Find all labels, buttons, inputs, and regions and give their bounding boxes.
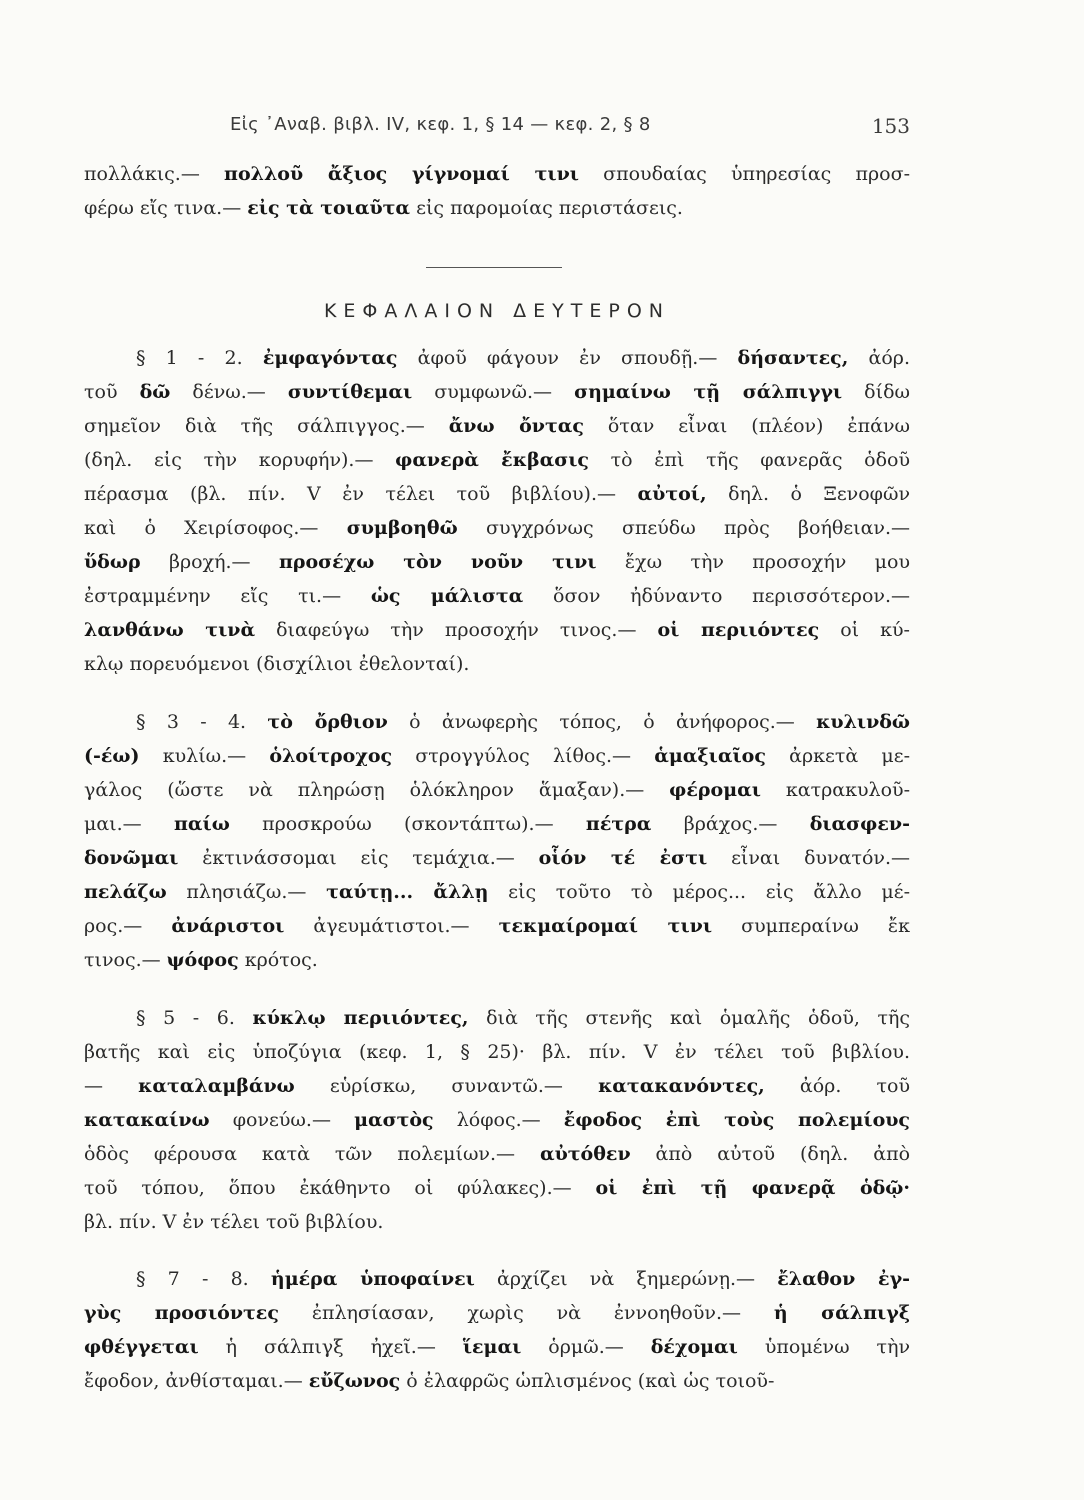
- lemma: ἁμαξιαῖος: [654, 745, 766, 767]
- gloss-text: κλῳ πορευόμενοι (δισχίλιοι ἐθελονταί).: [84, 653, 470, 675]
- gloss-text: φέρω εἴς τινα.—: [84, 197, 248, 219]
- gloss-text: —: [84, 1075, 139, 1097]
- lemma: κύκλῳ περιιόντες,: [252, 1007, 469, 1029]
- text-line: [84, 841, 910, 875]
- lemma: (-έω): [84, 745, 140, 767]
- gloss-text: ἔχω τὴν προσοχήν μου: [596, 551, 910, 573]
- running-head: [84, 114, 910, 144]
- gloss-text: κατρακυλοῦ-: [760, 779, 910, 801]
- lemma: δήσαντες,: [737, 347, 849, 369]
- text-line: [84, 1364, 910, 1398]
- gloss-text: ρος.—: [84, 915, 172, 937]
- text-line: [84, 1137, 910, 1171]
- gloss-text: (δηλ. εἰς τὴν κορυφήν).—: [84, 449, 396, 471]
- text-line: [84, 1205, 910, 1239]
- gloss-text: ὁρμῶ.—: [521, 1336, 651, 1358]
- gloss-text: γάλος (ὥστε νὰ πληρώσῃ ὁλόκληρον ἅμαξαν).—: [84, 779, 670, 801]
- lemma: κατακαίνω: [84, 1109, 210, 1131]
- gloss-text: εἶναι δυνατόν.—: [707, 847, 910, 869]
- section-1-2: [84, 341, 910, 681]
- gloss-text: καὶ ὁ Χειρίσοφος.—: [84, 517, 347, 539]
- running-head-text: Εἰς ᾿Αναβ. βιβλ. IV, κεφ. 1, § 14 — κεφ. 2, § 8: [230, 114, 651, 135]
- lemma: ὡς μάλιστα: [370, 585, 524, 607]
- gloss-text: ἀρχίζει νὰ ξημερώνῃ.—: [474, 1268, 778, 1290]
- gloss-text: ἀόρ. τοῦ: [764, 1075, 910, 1097]
- text-line: [84, 1103, 910, 1137]
- lemma: τεκμαίρομαί τινι: [498, 915, 713, 937]
- text-line: [84, 443, 910, 477]
- gloss-text: βροχή.—: [140, 551, 279, 573]
- lemma: οἷόν τέ ἐστι: [538, 847, 708, 869]
- gloss-text: ὅταν εἶναι (πλέον) ἐπάνω: [583, 415, 910, 437]
- gloss-text: τὸ ἐπὶ τῆς φανερᾶς ὁδοῦ: [588, 449, 910, 471]
- gloss-text: ἀφοῦ φάγουν ἐν σπουδῇ.—: [397, 347, 738, 369]
- text-line: [84, 511, 910, 545]
- text-line: [84, 1069, 910, 1103]
- text-line: [84, 807, 910, 841]
- lemma: ἄνω ὄντας: [448, 415, 584, 437]
- gloss-text: δίδω: [842, 381, 910, 403]
- text-line: [84, 1296, 910, 1330]
- lemma: αὐτοί,: [637, 483, 707, 505]
- lemma: κυλινδῶ: [816, 711, 910, 733]
- text-line: [84, 1330, 910, 1364]
- gloss-text: συμφωνῶ.—: [412, 381, 575, 403]
- lemma: κατακανόντες,: [598, 1075, 765, 1097]
- lemma: λανθάνω τινὰ: [84, 619, 256, 641]
- lemma: ὁλοίτροχος: [269, 745, 393, 767]
- gloss-text: τοῦ: [84, 381, 140, 403]
- lemma: γὺς προσιόντες: [84, 1302, 279, 1324]
- lemma: οἱ περιιόντες: [657, 619, 820, 641]
- text-line: [84, 705, 910, 739]
- lemma: ἔλαθον ἐγ-: [777, 1268, 910, 1290]
- gloss-text: κυλίω.—: [139, 745, 270, 767]
- gloss-text: διαφεύγω τὴν προσοχήν τινος.—: [255, 619, 658, 641]
- chapter-title: ΚΕΦΑΛΑΙΟΝ ΔΕΥΤΕΡΟΝ: [323, 300, 671, 322]
- lemma: σημαίνω τῇ σάλπιγγι: [574, 381, 843, 403]
- text-line: [84, 579, 910, 613]
- gloss-text: προσκρούω (σκοντάπτω).—: [229, 813, 586, 835]
- lemma: φθέγγεται: [84, 1336, 199, 1358]
- gloss-text: δένω.—: [170, 381, 288, 403]
- gloss-text: ἐστραμμένην εἴς τι.—: [84, 585, 371, 607]
- gloss-text: βλ. πίν. V ἐν τέλει τοῦ βιβλίου.: [84, 1211, 384, 1233]
- gloss-text: τοῦ τόπου, ὅπου ἐκάθηντο οἱ φύλακες).—: [84, 1177, 596, 1199]
- lemma: ἡ σάλπιγξ: [773, 1302, 910, 1324]
- gloss-text: συγχρόνως σπεύδω πρὸς βοήθειαν.—: [457, 517, 910, 539]
- lemma: οἱ ἐπὶ τῇ φανερᾷ ὁδῷ·: [595, 1177, 910, 1199]
- gloss-text: ἀπὸ αὐτοῦ (δηλ. ἀπὸ: [630, 1143, 910, 1165]
- gloss-text: ὁδὸς φέρουσα κατὰ τῶν πολεμίων.—: [84, 1143, 540, 1165]
- lemma: δῶ: [139, 381, 171, 403]
- gloss-text: § 1 - 2.: [136, 347, 263, 369]
- gloss-text: διὰ τῆς στενῆς καὶ ὁμαλῆς ὁδοῦ, τῆς: [468, 1007, 910, 1029]
- continued-paragraph: [84, 157, 910, 225]
- text-line: [84, 875, 910, 909]
- lemma: ἀνάριστοι: [171, 915, 285, 937]
- text-line: [84, 909, 910, 943]
- page-number: 153: [871, 114, 910, 138]
- section-7-8: [84, 1262, 910, 1398]
- gloss-text: μαι.—: [84, 813, 174, 835]
- gloss-text: ἐκτινάσσομαι εἰς τεμάχια.—: [178, 847, 539, 869]
- gloss-text: ἐπλησίασαν, χωρὶς νὰ ἐννοηθοῦν.—: [278, 1302, 774, 1324]
- lemma: διασφεν-: [809, 813, 910, 835]
- lemma: ταύτῃ... ἄλλῃ: [326, 881, 489, 903]
- text-line: [84, 773, 910, 807]
- lemma: φανερὰ ἔκβασις: [395, 449, 589, 471]
- gloss-text: § 7 - 8.: [136, 1268, 271, 1290]
- gloss-text: ὅσον ἠδύναντο περισσότερον.—: [523, 585, 910, 607]
- gloss-text: ἀγευμάτιστοι.—: [284, 915, 499, 937]
- lemma: τὸ ὄρθιον: [267, 711, 388, 733]
- section-divider: [426, 267, 562, 268]
- text-line: [84, 1262, 910, 1296]
- text-line: [84, 157, 910, 191]
- gloss-text: εὑρίσκω, συναντῶ.—: [294, 1075, 599, 1097]
- text-line: [84, 341, 910, 375]
- section-5-6: [84, 1001, 910, 1239]
- gloss-text: ὁ ἀνωφερὴς τόπος, ὁ ἀνήφορος.—: [387, 711, 817, 733]
- section-3-4: [84, 705, 910, 977]
- lemma: πέτρα: [585, 813, 652, 835]
- gloss-text: βράχος.—: [651, 813, 810, 835]
- lemma: συμβοηθῶ: [346, 517, 458, 539]
- text-line: [84, 943, 910, 977]
- text-line: [84, 191, 910, 225]
- lemma: συντίθεμαι: [287, 381, 413, 403]
- lemma: ψόφος: [166, 949, 239, 971]
- lemma: αὐτόθεν: [539, 1143, 631, 1165]
- lemma: ἡμέρα ὑποφαίνει: [270, 1268, 475, 1290]
- lemma: δονῶμαι: [84, 847, 179, 869]
- gloss-text: σπουδαίας ὑπηρεσίας προσ-: [578, 163, 910, 185]
- lemma: πολλοῦ ἄξιος γίγνομαί τινι: [224, 163, 579, 185]
- gloss-text: ἀόρ.: [848, 347, 910, 369]
- lemma: ἔφοδος ἐπὶ τοὺς πολεμίους: [563, 1109, 910, 1131]
- gloss-text: τινος.—: [84, 949, 167, 971]
- gloss-text: § 3 - 4.: [136, 711, 268, 733]
- gloss-text: πέρασμα (βλ. πίν. V ἐν τέλει τοῦ βιβλίου).—: [84, 483, 638, 505]
- lemma: παίω: [174, 813, 230, 835]
- text-line: [84, 739, 910, 773]
- gloss-text: ὑπομένω τὴν: [737, 1336, 910, 1358]
- text-line: [84, 1171, 910, 1205]
- gloss-text: λόφος.—: [433, 1109, 564, 1131]
- gloss-text: ὁ ἐλαφρῶς ὡπλισμένος (καὶ ὡς τοιοῦ-: [400, 1370, 775, 1392]
- gloss-text: εἰς τοῦτο τὸ μέρος... εἰς ἄλλο μέ-: [488, 881, 910, 903]
- gloss-text: κρότος.: [238, 949, 318, 971]
- lemma: εἰς τὰ τοιαῦτα: [247, 197, 411, 219]
- gloss-text: οἱ κύ-: [819, 619, 910, 641]
- gloss-text: βατῆς καὶ εἰς ὑποζύγια (κεφ. 1, § 25)· βλ. πίν. V ἐν τέλει τοῦ βιβλίου.: [84, 1041, 910, 1063]
- lemma: πελάζω: [84, 881, 167, 903]
- text-line: [84, 613, 910, 647]
- text-line: [84, 1035, 910, 1069]
- text-line: [84, 477, 910, 511]
- lemma: ἐμφαγόντας: [262, 347, 398, 369]
- gloss-text: δηλ. ὁ Ξενοφῶν: [706, 483, 910, 505]
- gloss-text: πολλάκις.—: [84, 163, 225, 185]
- gloss-text: ἀρκετὰ με-: [765, 745, 910, 767]
- gloss-text: ἡ σάλπιγξ ἠχεῖ.—: [198, 1336, 463, 1358]
- gloss-text: § 5 - 6.: [136, 1007, 253, 1029]
- lemma: ὕδωρ: [84, 551, 141, 573]
- text-line: [84, 545, 910, 579]
- text-line: [84, 1001, 910, 1035]
- gloss-text: σημεῖον διὰ τῆς σάλπιγγος.—: [84, 415, 449, 437]
- gloss-text: φονεύω.—: [209, 1109, 355, 1131]
- text-line: [84, 375, 910, 409]
- text-line: [84, 409, 910, 443]
- lemma: φέρομαι: [669, 779, 761, 801]
- gloss-text: συμπεραίνω ἔκ: [712, 915, 910, 937]
- lemma: καταλαμβάνω: [138, 1075, 295, 1097]
- lemma: προσέχω τὸν νοῦν τινι: [278, 551, 597, 573]
- lemma: μαστὸς: [354, 1109, 434, 1131]
- gloss-text: πλησιάζω.—: [166, 881, 327, 903]
- lemma: ἵεμαι: [462, 1336, 522, 1358]
- gloss-text: εἰς παρομοίας περιστάσεις.: [410, 197, 683, 219]
- text-line: [84, 647, 910, 681]
- book-page: [84, 0, 910, 1500]
- lemma: εὔζωνος: [308, 1370, 401, 1392]
- gloss-text: στρογγύλος λίθος.—: [392, 745, 655, 767]
- gloss-text: ἔφοδον, ἀνθίσταμαι.—: [84, 1370, 309, 1392]
- lemma: δέχομαι: [650, 1336, 738, 1358]
